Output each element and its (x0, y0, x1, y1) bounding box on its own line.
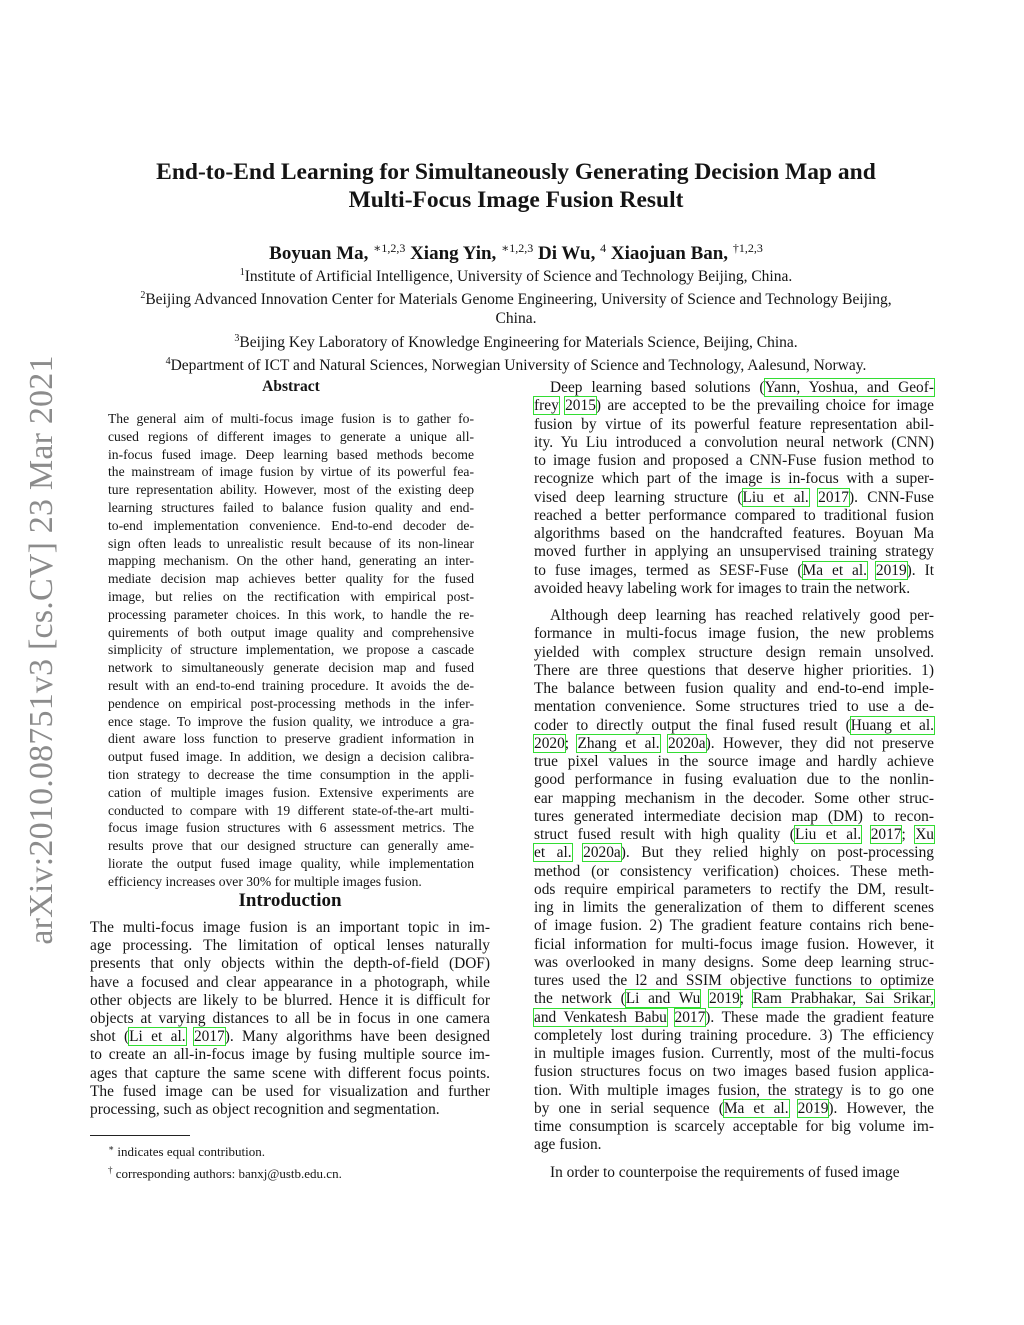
footnotes (108, 1139, 342, 1183)
abstract-line: pendence on empirical post-processing methods in the infer- (108, 695, 474, 711)
abstract-line: tion strategy to decrease the time consumption in the appli- (108, 766, 474, 782)
body-line: time consumption is scarcely acceptable for big volume im- (534, 1118, 934, 1135)
body-line: ity. Yu Liu introduced a convolution neural network (CNN) (534, 433, 934, 451)
intro-line: other objects are likely to be blurred. Hence it is difficult for (90, 991, 490, 1009)
body-line: There are three questions that deserve higher priorities. 1) (534, 661, 934, 679)
paper-title (120, 158, 912, 214)
body-line: 2020; Zhang et al. 2020a). However, they did not preserve (534, 734, 934, 752)
body-line: to fuse images, termed as SESF-Fuse (Ma et al. 2019). It (534, 561, 934, 579)
body-line: fusion by virtue of its powerful feature representation abil- (534, 415, 934, 433)
citation-link[interactable]: Huang et al. (850, 716, 934, 734)
body-line: reached a better performance compared to traditional fusion (534, 506, 934, 524)
introduction-body (90, 919, 490, 1119)
abstract-body (108, 410, 474, 891)
body-line: In order to counterpoise the requirements of fused image (550, 1163, 900, 1181)
author-name: Di Wu, (537, 243, 596, 264)
citation-link[interactable]: 2017 (818, 488, 849, 506)
abstract-line: cused regions of different images to generate a unique all- (108, 428, 474, 444)
abstract-line: result with an end-to-end training procedure. It avoids the de- (108, 677, 474, 693)
body-line: recognize which part of the image is in-focus with a super- (534, 470, 934, 488)
abstract-heading: Abstract (262, 378, 320, 395)
intro-line: objects at varying distances to all be in focus in one camera (90, 1010, 490, 1028)
body-line: tures used the l2 and SSIM objective functions to optimize (534, 972, 934, 989)
arxiv-identifier-stamp (22, 355, 62, 945)
body-line: struct fused result with high quality (Liu et al. 2017; Xu (534, 826, 934, 843)
body-line: The balance between fusion quality and end-to-end imple- (534, 680, 934, 697)
citation-link[interactable]: Zhang et al. (577, 734, 660, 752)
body-line: the network (Li and Wu 2019; Ram Prabhakar, Sai Srikar, (534, 990, 935, 1008)
intro-line: processing, such as object recognition and segmentation. (90, 1101, 440, 1119)
abstract-line: image, but relies on the rectification with empirical post- (108, 588, 474, 604)
footnote: ∗ indicates equal contribution. (108, 1143, 266, 1159)
abstract-line: processing parameter choices. In this work, to handle the re- (108, 606, 474, 622)
abstract-line: output fused image. In addition, we design a decision calibra- (108, 749, 474, 765)
abstract-line: mapping mechanism. On the other hand, generating an inter- (108, 553, 474, 569)
body-line: mentation convenience. Some structures tried to use a de- (534, 698, 934, 716)
paragraph-gap (534, 598, 934, 607)
intro-line: have a focused and clear appearance in a photograph, while (90, 973, 490, 991)
arxiv-id-text: arXiv:2010.08751v3 [cs.CV] 23 Mar 2021 (23, 355, 60, 945)
citation-link[interactable]: and Venkatesh Babu (534, 1008, 667, 1026)
abstract-line: learning structures failed to balance fusion quality and end- (108, 499, 474, 515)
body-line: good performance in fusing evaluation due to the nonlin- (534, 771, 934, 789)
author-affiliation-mark: ∗1,2,3 (373, 241, 406, 255)
right-column-body (534, 379, 934, 1182)
body-line: fusion structures focus on two images based fusion applica- (534, 1063, 934, 1081)
citation-link[interactable]: 2019 (797, 1099, 829, 1117)
abstract-line: mediate decision map achieves better quality for the fused (108, 571, 474, 587)
citation-link[interactable]: 2017 (870, 826, 902, 843)
body-line: formance in multi-focus image fusion, the new problems (534, 625, 934, 643)
intro-line: The fused image can be used for visualization and further (90, 1082, 490, 1100)
abstract-line: focus image fusion structures with 6 assessment metrics. The (108, 820, 474, 836)
citation-link[interactable]: Ram Prabhakar, Sai Srikar, (752, 990, 935, 1008)
footnote: † corresponding authors: banxj@ustb.edu.cn. (108, 1165, 342, 1181)
body-line: vised deep learning structure (Liu et al. 2017). CNN-Fuse (534, 488, 934, 506)
body-line: Although deep learning has reached relatively good per- (550, 607, 934, 624)
citation-link[interactable]: Xu (915, 826, 934, 843)
author-name: Xiang Yin, (410, 243, 497, 264)
body-line: was overlooked in many designs. Some deep learning struc- (534, 953, 934, 971)
intro-line: shot (Li et al. 2017). Many algorithms have been designed (90, 1028, 491, 1046)
intro-line: presents that only objects within the depth-of-field (DOF) (90, 955, 490, 973)
intro-line: to create an all-in-focus image by fusing multiple source im- (90, 1046, 490, 1064)
citation-link[interactable]: Yann, Yoshua, and Geof- (764, 379, 934, 396)
body-line: ficial information for multi-focus image fusion. However, it (534, 935, 934, 953)
author-affiliation-mark: 4 (600, 241, 607, 255)
body-line: true pixel values in the source image and hardly achieve (534, 753, 934, 770)
author-name: Xiaojuan Ban, (610, 243, 729, 264)
intro-line: age processing. The limitation of optical lenses naturally (90, 937, 490, 955)
author-name: Boyuan Ma, (269, 243, 369, 264)
abstract-line: simplicity of structure implementation, we propose a cascade (108, 642, 474, 658)
body-line: avoided heavy labeling work for images to train the network. (534, 579, 911, 597)
body-line: algorithms based on the handcrafted features. Boyuan Ma (534, 525, 934, 542)
abstract-line: efficiency increases over 30% for multiple images fusion. (108, 873, 422, 889)
body-line: to image fusion and proposed a CNN-Fuse fusion method to (534, 452, 934, 469)
affiliation: $^1$Institute of Artificial Intelligence, University of Science and Technology Beijing, China. (239, 267, 793, 285)
body-line: moved further in applying an unsupervised training strategy (534, 543, 934, 561)
affiliation: $^2$Beijing Advanced Innovation Center for Materials Genome Engineering, University of Science and Technology Beijing, (140, 290, 892, 309)
citation-link[interactable]: Ma et al. (802, 561, 867, 579)
footnote-divider (90, 1135, 190, 1136)
body-line: ear mapping mechanism in the decoder. Some other struc- (534, 789, 934, 807)
citation-link[interactable]: Li et al. (129, 1028, 186, 1046)
intro-line: ages that capture the same scene with different focus points. (90, 1064, 490, 1082)
paragraph-gap (534, 1155, 934, 1164)
body-line: frey 2015) are accepted to be the prevailing choice for image (534, 397, 934, 415)
abstract-line: network to simultaneously generate decision map and fused (108, 660, 474, 676)
citation-link[interactable]: 2017 (193, 1028, 225, 1046)
author-affiliation-mark: †1,2,3 (732, 241, 763, 255)
body-line: et al. 2020a). But they relied highly on post-processing (534, 844, 934, 862)
body-line: Deep learning based solutions (Yann, Yoshua, and Geof- (550, 379, 934, 396)
citation-link[interactable]: 2020a (667, 734, 706, 752)
body-line: ods require empirical parameters to rectify the DM, result- (534, 880, 934, 898)
abstract-line: quirements of both output image quality and comprehensive (108, 624, 474, 640)
abstract-line: to-end implementation convenience. End-to-end decoder de- (108, 517, 474, 533)
body-line: of image fusion. 2) The gradient feature contains rich bene- (534, 917, 934, 935)
body-line: by one in serial sequence (Ma et al. 2019). However, the (534, 1099, 934, 1117)
citation-link[interactable]: Liu et al. (794, 826, 862, 843)
affiliation-list (100, 263, 932, 375)
citation-link[interactable]: frey (534, 397, 559, 415)
citation-link[interactable]: et al. (534, 844, 572, 862)
citation-link[interactable]: 2019 (709, 990, 740, 1008)
body-line: and Venkatesh Babu 2017). These made the gradient feature (534, 1008, 934, 1026)
title-line: End-to-End Learning for Simultaneously Generating Decision Map and (156, 159, 876, 185)
abstract-line: the mainstream of image fusion by virtue of its powerful fea- (108, 464, 474, 480)
body-line: age fusion. (534, 1136, 602, 1154)
abstract-line: sign often leads to unrealistic result because of its non-linear (108, 535, 474, 551)
abstract-line: ture representation ability. However, most of the existing deep (108, 482, 474, 498)
intro-line: The multi-focus image fusion is an important topic in im- (90, 919, 490, 936)
author-list (120, 236, 912, 266)
author-affiliation-mark: ∗1,2,3 (501, 241, 534, 255)
body-line: completely lost during training procedure. 3) The efficiency (534, 1026, 934, 1044)
body-line: yielded with complex structure design remain unsolved. (534, 643, 934, 661)
affiliation: China. (495, 310, 537, 328)
affiliation: $^3$Beijing Key Laboratory of Knowledge Engineering for Materials Science, Beijing, China. (234, 332, 798, 351)
abstract-line: ence stage. To improve the fusion quality, we introduce a gra- (108, 713, 474, 729)
abstract-line: in-focus fused image. Deep learning based methods become (108, 446, 474, 462)
citation-link[interactable]: Ma et al. (723, 1099, 789, 1117)
citation-link[interactable]: Li and Wu (625, 990, 701, 1008)
body-line: tion. With multiple images fusion, the strategy is to go one (534, 1081, 934, 1099)
citation-link[interactable]: 2015 (565, 397, 596, 415)
abstract-line: results prove that our designed structure can generally ame- (108, 838, 474, 854)
citation-link[interactable]: 2017 (674, 1008, 706, 1026)
citation-link[interactable]: 2019 (875, 561, 907, 579)
abstract-line: dient aware loss function to preserve gradient information in (108, 731, 474, 747)
abstract-line: liorate the output fused image quality, while implementation (108, 855, 474, 871)
abstract-line: cation of multiple images fusion. Extensive experiments are (108, 784, 474, 800)
affiliation: $^4$Department of ICT and Natural Sciences, Norwegian University of Science and Technology, Aalesund, Norway. (165, 355, 867, 374)
citation-link[interactable]: Liu et al. (742, 488, 809, 506)
introduction-heading: Introduction (238, 890, 342, 911)
body-line: method (or consistency verification) choices. These meth- (534, 862, 934, 880)
citation-link[interactable]: 2020 (534, 734, 565, 752)
abstract-line: conducted to compare with 19 different state-of-the-art multi- (108, 802, 474, 818)
body-line: tures generated intermediate decision map (DM) to recon- (534, 807, 934, 825)
citation-link[interactable]: 2020a (583, 844, 621, 862)
body-line: ing in limits the generalization of them to different scenes (534, 899, 934, 916)
abstract-line: The general aim of multi-focus image fusion is to gather fo- (108, 411, 474, 426)
title-line: Multi-Focus Image Fusion Result (348, 187, 684, 213)
body-line: in multiple images fusion. Currently, most of the multi-focus (534, 1045, 934, 1062)
body-line: coder to directly output the final fused result (Huang et al. (534, 716, 934, 734)
